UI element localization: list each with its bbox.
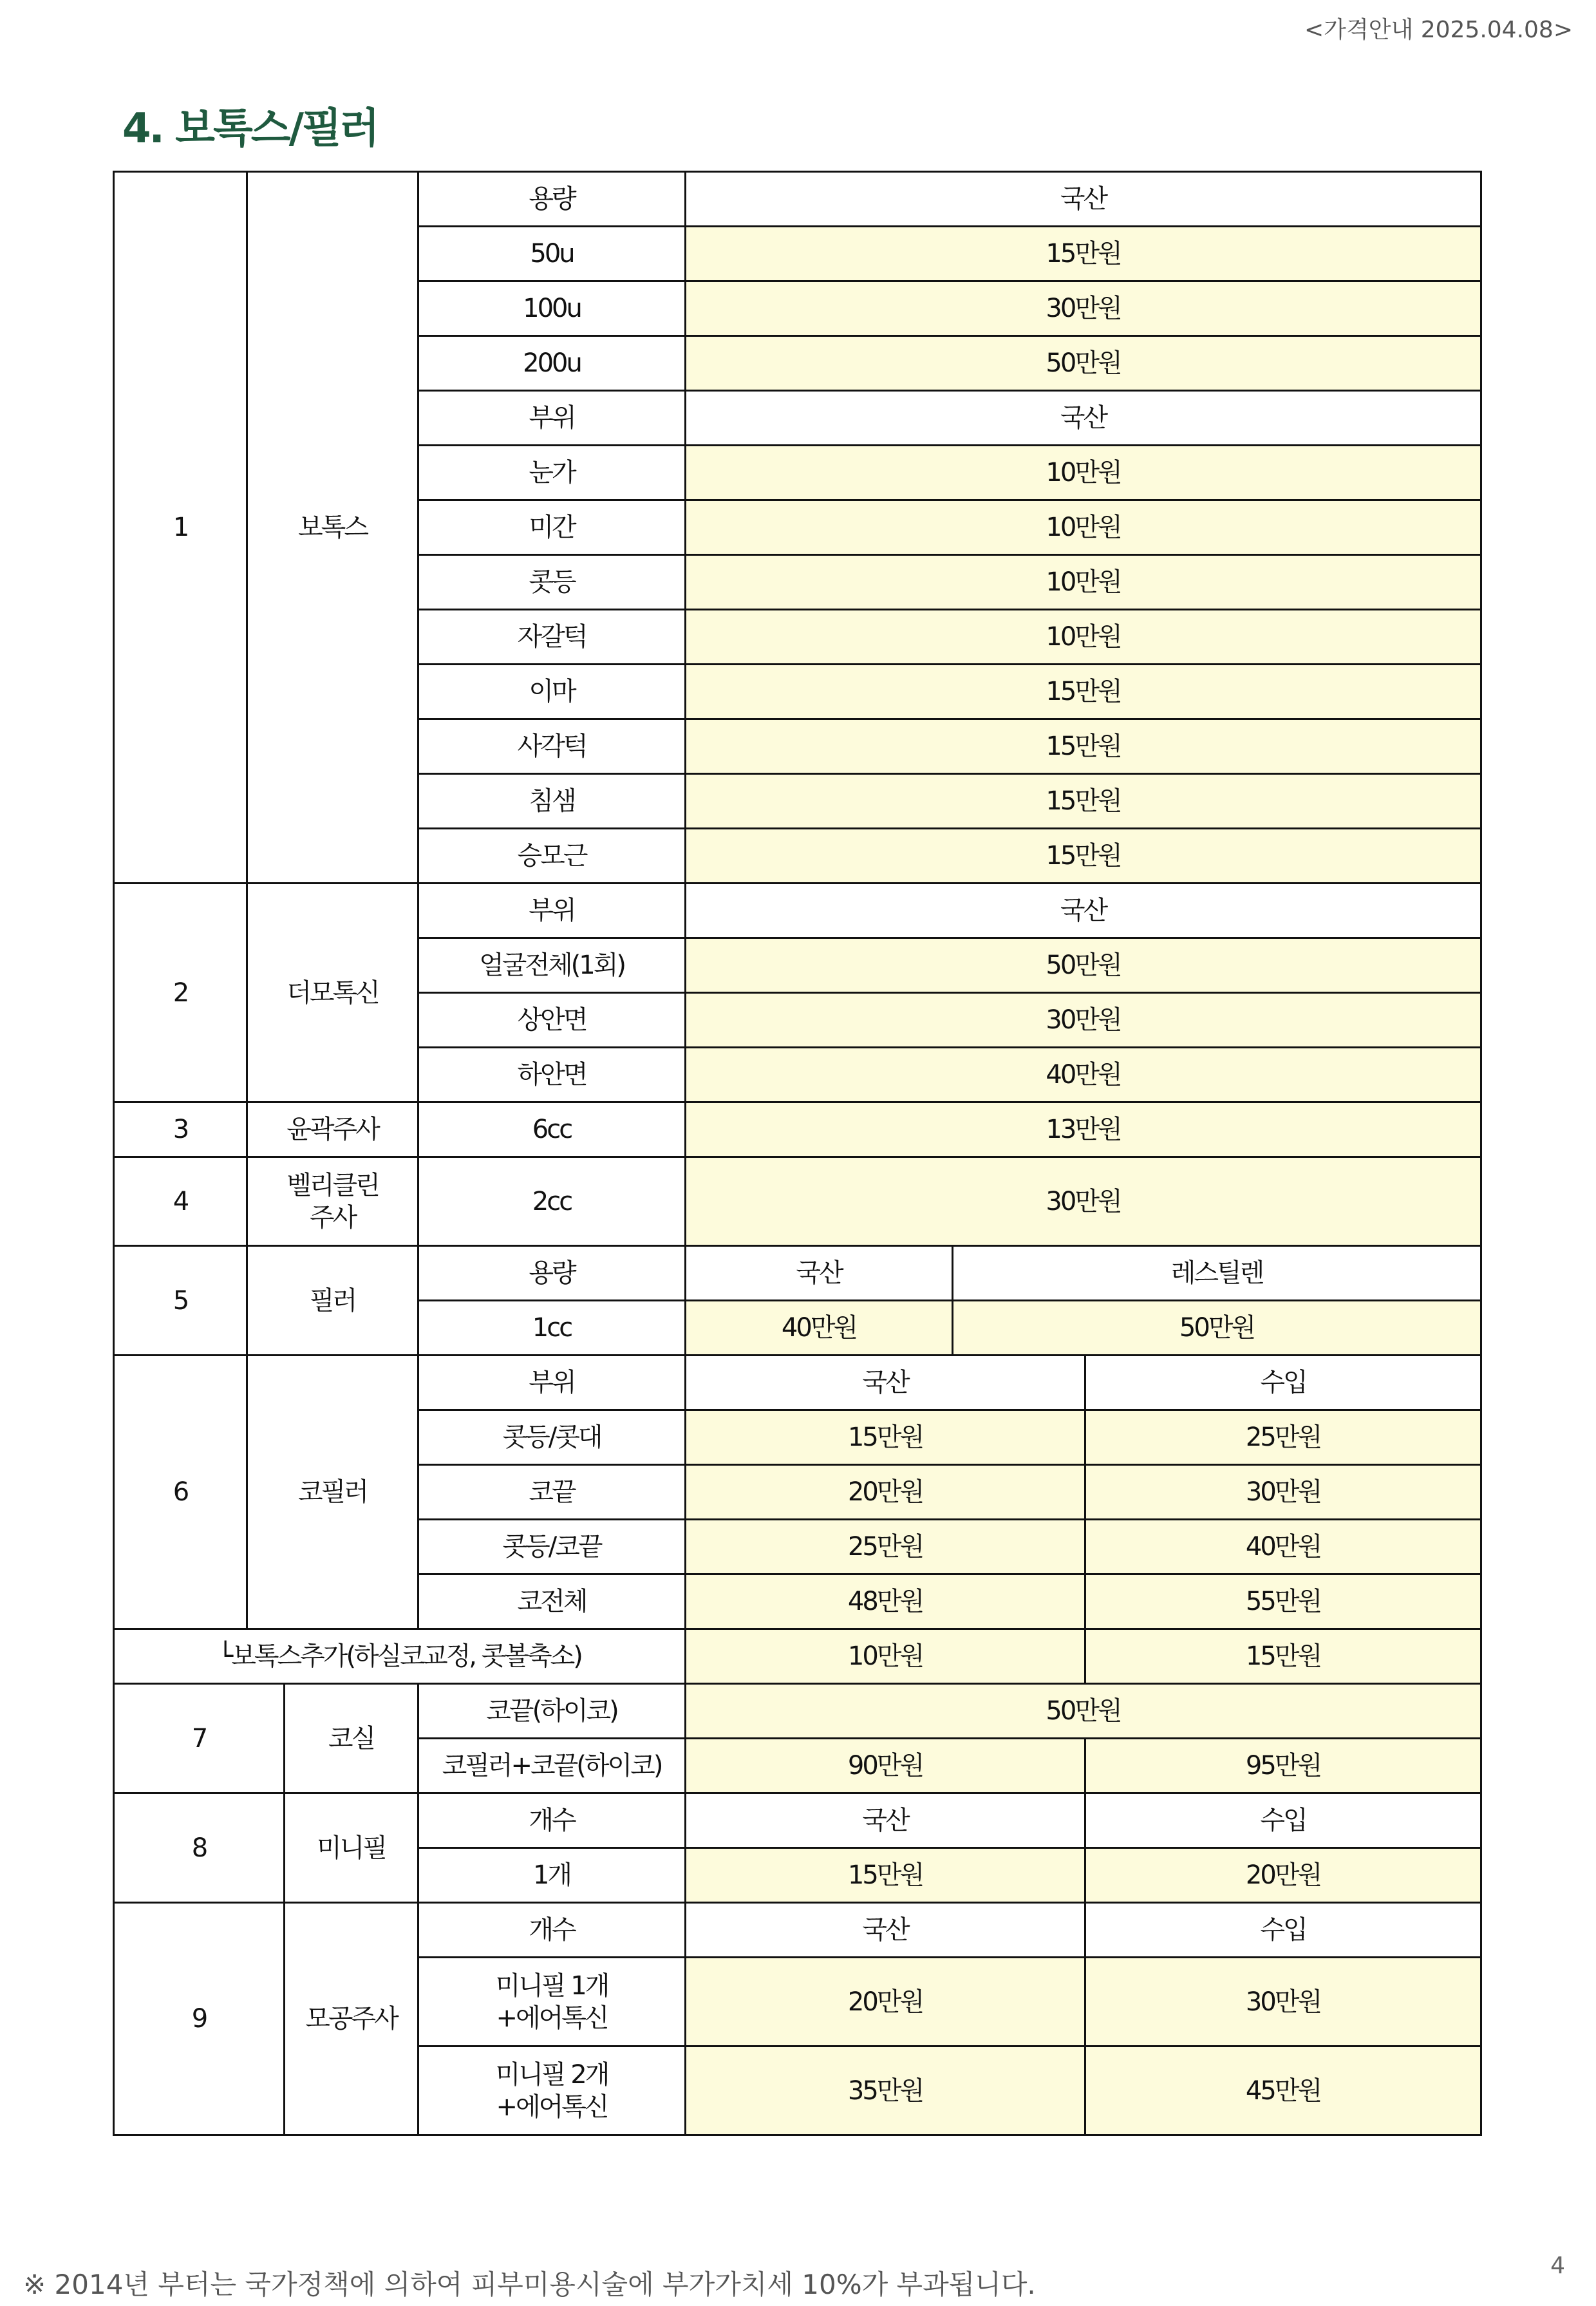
row-label: 코끝(하이코)	[418, 1684, 686, 1739]
item-name: 윤곽주사	[247, 1102, 418, 1157]
item-number: 5	[114, 1246, 247, 1356]
price-cell: 50만원	[686, 336, 1481, 391]
column-header: 개수	[418, 1793, 686, 1848]
item-number: 1	[114, 172, 247, 884]
row-label: 100u	[418, 281, 686, 336]
column-header: 개수	[418, 1903, 686, 1958]
row-label-line: 미니필 2개	[495, 2059, 608, 2090]
row-label: 콧등/콧대	[418, 1410, 686, 1465]
column-header: 국산	[686, 1356, 1085, 1410]
price-cell: 15만원	[686, 719, 1481, 774]
row-label: 코전체	[418, 1574, 686, 1629]
column-header: 부위	[418, 391, 686, 446]
page-number: 4	[1550, 2253, 1565, 2279]
price-cell: 48만원	[686, 1574, 1085, 1629]
price-cell: 15만원	[686, 665, 1481, 719]
column-header: 용량	[418, 172, 686, 227]
table-row	[114, 1246, 1481, 1301]
table-row	[114, 1793, 1481, 1848]
price-cell: 30만원	[686, 993, 1481, 1048]
column-header: 부위	[418, 884, 686, 938]
column-header: 수입	[1085, 1356, 1481, 1410]
row-label: 코필러+코끝(하이코)	[418, 1739, 686, 1793]
price-cell: 10만원	[686, 610, 1481, 665]
price-cell: 15만원	[686, 829, 1481, 884]
row-label	[418, 2046, 686, 2135]
table-row	[114, 1903, 1481, 1958]
row-label: 2cc	[418, 1157, 686, 1246]
price-cell: 20만원	[1085, 1848, 1481, 1903]
table-row	[114, 172, 1481, 227]
item-number: 8	[114, 1793, 285, 1903]
row-label: 사각턱	[418, 719, 686, 774]
price-cell: 40만원	[686, 1301, 953, 1356]
price-cell: 15만원	[1085, 1629, 1481, 1684]
item-name-line: 벨리클린	[286, 1170, 379, 1200]
item-name	[247, 1157, 418, 1246]
item-name: 코실	[285, 1684, 418, 1793]
vat-notice: ※ 2014년 부터는 국가정책에 의하여 피부미용시술에 부가가치세 10%가 부과됩니다.	[23, 2269, 1036, 2300]
row-label: 1개	[418, 1848, 686, 1903]
price-cell: 35만원	[686, 2046, 1085, 2135]
price-cell: 90만원	[686, 1739, 1085, 1793]
row-label-line: +에어톡신	[496, 2092, 608, 2122]
column-header: 국산	[686, 1903, 1085, 1958]
table-row	[114, 884, 1481, 938]
item-name: 코필러	[247, 1356, 418, 1629]
item-name: 미니필	[285, 1793, 418, 1903]
item-name: 보톡스	[247, 172, 418, 884]
table-row	[114, 1102, 1481, 1157]
price-cell: 30만원	[1085, 1465, 1481, 1520]
section-title: 4. 보톡스/필러	[122, 105, 378, 153]
price-cell: 55만원	[1085, 1574, 1481, 1629]
item-number: 3	[114, 1102, 247, 1157]
row-label: 눈가	[418, 446, 686, 500]
column-header: 부위	[418, 1356, 686, 1410]
price-cell: 30만원	[1085, 1958, 1481, 2046]
addon-label: └보톡스추가(하실코교정, 콧볼축소)	[114, 1629, 686, 1684]
price-cell: 15만원	[686, 1848, 1085, 1903]
row-label: 50u	[418, 227, 686, 281]
column-header: 국산	[686, 172, 1481, 227]
row-label-line: 미니필 1개	[495, 1970, 608, 2001]
item-number: 6	[114, 1356, 247, 1629]
item-name: 모공주사	[285, 1903, 418, 2135]
price-cell: 45만원	[1085, 2046, 1481, 2135]
price-cell: 15만원	[686, 774, 1481, 829]
column-header: 국산	[686, 884, 1481, 938]
row-label: 이마	[418, 665, 686, 719]
row-label: 침샘	[418, 774, 686, 829]
column-header: 레스틸렌	[953, 1246, 1481, 1301]
price-cell: 10만원	[686, 446, 1481, 500]
price-cell: 40만원	[1085, 1520, 1481, 1574]
price-cell: 15만원	[686, 227, 1481, 281]
row-label: 자갈턱	[418, 610, 686, 665]
column-header: 수입	[1085, 1903, 1481, 1958]
item-number: 4	[114, 1157, 247, 1246]
price-cell: 20만원	[686, 1465, 1085, 1520]
row-label: 얼굴전체(1회)	[418, 938, 686, 993]
price-cell: 40만원	[686, 1048, 1481, 1102]
item-name: 더모톡신	[247, 884, 418, 1102]
price-cell: 50만원	[953, 1301, 1481, 1356]
price-cell: 13만원	[686, 1102, 1481, 1157]
table-row	[114, 1684, 1481, 1739]
price-cell: 25만원	[1085, 1410, 1481, 1465]
column-header: 국산	[686, 1793, 1085, 1848]
table-row	[114, 1157, 1481, 1246]
item-number: 9	[114, 1903, 285, 2135]
price-cell: 10만원	[686, 555, 1481, 610]
column-header: 국산	[686, 391, 1481, 446]
price-cell: 20만원	[686, 1958, 1085, 2046]
column-header: 수입	[1085, 1793, 1481, 1848]
price-cell: 50만원	[686, 1684, 1481, 1739]
row-label: 코끝	[418, 1465, 686, 1520]
row-label: 상안면	[418, 993, 686, 1048]
price-cell: 10만원	[686, 500, 1481, 555]
column-header: 용량	[418, 1246, 686, 1301]
item-name: 필러	[247, 1246, 418, 1356]
row-label	[418, 1958, 686, 2046]
row-label: 200u	[418, 336, 686, 391]
row-label: 1cc	[418, 1301, 686, 1356]
row-label: 콧등	[418, 555, 686, 610]
price-cell: 10만원	[686, 1629, 1085, 1684]
price-cell: 50만원	[686, 938, 1481, 993]
row-label: 승모근	[418, 829, 686, 884]
table-row	[114, 1629, 1481, 1684]
row-label: 6cc	[418, 1102, 686, 1157]
row-label: 미간	[418, 500, 686, 555]
price-cell: 30만원	[686, 1157, 1481, 1246]
price-cell: 15만원	[686, 1410, 1085, 1465]
price-guide-date: <가격안내 2025.04.08>	[1304, 17, 1573, 43]
price-cell: 25만원	[686, 1520, 1085, 1574]
price-table	[113, 171, 1482, 2136]
row-label: 콧등/코끝	[418, 1520, 686, 1574]
row-label: 하안면	[418, 1048, 686, 1102]
price-cell: 95만원	[1085, 1739, 1481, 1793]
row-label-line: +에어톡신	[496, 2003, 608, 2033]
item-name-line: 주사	[309, 1202, 356, 1233]
column-header: 국산	[686, 1246, 953, 1301]
table-row	[114, 1356, 1481, 1410]
item-number: 7	[114, 1684, 285, 1793]
item-number: 2	[114, 884, 247, 1102]
price-cell: 30만원	[686, 281, 1481, 336]
